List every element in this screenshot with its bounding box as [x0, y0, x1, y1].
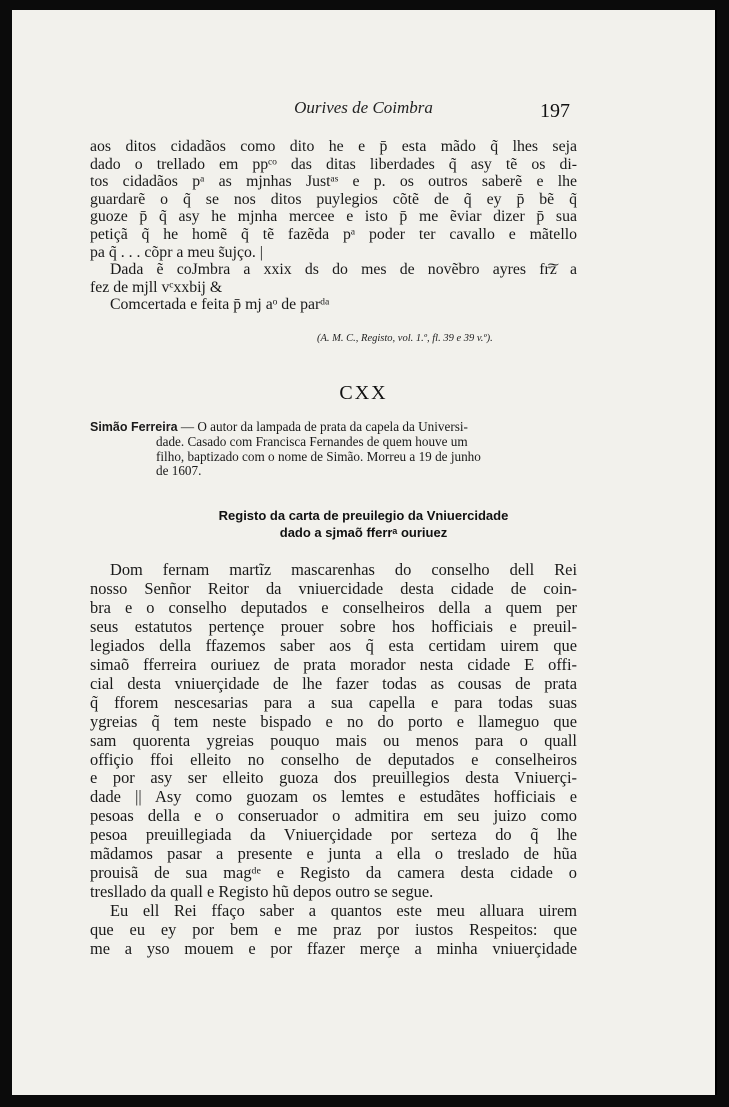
text-line: pesoa preuillegiada da Vniuerçidade por serteza do q̃ lhe [90, 825, 577, 845]
document-title-line-2: dado a sjmaõ fferrᵃ ouriuez [279, 525, 448, 540]
text-line: simaõ fferreira ouriuez de prata morador nesta cidade E offi- [90, 654, 577, 674]
text-line: pesoas della e o conseruador o admitira em seu juizo como [90, 806, 577, 826]
text-line: prouisã de sua magᵈᵉ e Registo da camera desta cidade o [90, 863, 577, 883]
text-line: offiçio ffoi elleito no conselho de deputados e conselheiros [90, 749, 577, 769]
text-line: mãdamos pasar a presente e junta a ella o treslado de hũa [90, 844, 577, 864]
preceding-document-text [90, 138, 577, 314]
text-line: Dada ẽ coJmbra a xxix ds do mes de novẽbro ayres fr͠z a [110, 261, 577, 279]
text-line: e por asy ser elleito guoza dos preuillegios desta Vniuerçi- [90, 768, 577, 788]
document-title [12, 507, 715, 541]
bio-line: filho, baptizado com o nome de Simão. Morreu a 19 de junho [156, 448, 481, 464]
text-line: tresllado da quall e Registo hũ depos outro se segue. [90, 882, 434, 902]
running-title: Ourives de Coimbra [294, 98, 433, 117]
text-line: bra e o conselho deputados e conselheiros della a quem per [90, 597, 577, 617]
bio-name: Simão Ferreira [90, 420, 178, 434]
document-title-line-1: Registo da carta de preuilegio da Vniuercidade [218, 508, 509, 523]
text-line: Dom fernam martĩz mascarenhas do conselho dell Rei [110, 560, 577, 579]
text-line: me a yso mouem e por ffazer merçe a minha vniuerçidade [90, 939, 577, 959]
text-line: seus estatutos pertençe prouer sobre hos hofficiais e preuil- [90, 616, 577, 636]
text-line: Comcertada e feita p̄ mj aᵒ de parᵈᵃ [110, 296, 330, 314]
text-line: guardarẽ o q̃ se nos ditos puylegios cõtẽ de q̃ ey p̄ bẽ q̃ [90, 190, 577, 208]
text-line: guoze p̄ q̃ asy he mjnha mercee e isto p̄ me ẽviar dizer p̄ sua [90, 208, 577, 226]
text-line: nosso Senñor Reitor da vniuercidade desta cidade de coin- [90, 578, 577, 598]
text-line: legiados della ffazemos saber aos q̃ esta certidam uirem que [90, 635, 577, 655]
section-number: CXX [339, 382, 388, 404]
bio-line: de 1607. [156, 463, 202, 479]
book-page [12, 10, 717, 1095]
text-line: dade || Asy como guozam os lemtes e estudãtes hofficiais e [90, 787, 577, 807]
document-body-text [90, 561, 577, 959]
text-line: ygreias q̃ tem neste bispado e no do porto e llameguo que [90, 711, 577, 731]
text-line: que eu ey por bem e me praz por iustos Respeitos: que [90, 920, 577, 940]
text-line: tos cidadãos pᵃ as mjnhas Justᵃˢ e p. os outros saberẽ e lhe [90, 173, 577, 191]
biographical-note [90, 420, 577, 479]
page-number: 197 [540, 100, 570, 122]
text-line: q̃ fforem nescesarias para a sua capella e para todas suas [90, 692, 577, 712]
text-line: dado o trellado em ppᶜᵒ das ditas liberdades q̃ asy tẽ os di- [90, 155, 577, 173]
source-citation: (A. M. C., Registo, vol. 1.º, fl. 39 e 39 v.º). [317, 333, 493, 344]
text-line: sam quorenta ygreias pouquo mais ou menos para o quall [90, 730, 577, 750]
text-line: petiçã q̃ he homẽ q̃ tẽ fazẽda pᵃ poder ter cavallo e mãtello [90, 225, 577, 243]
bio-line: dade. Casado com Francisca Fernandes de quem houve um [156, 433, 468, 449]
text-line: fez de mjll vᶜxxbij & [90, 278, 223, 296]
text-line: cial desta vniuerçidade de lhe fazer todas as cousas de prata [90, 673, 577, 693]
text-line: aos ditos cidadãos como dito he e p̄ esta mãdo q̃ lhes seja [90, 138, 577, 155]
text-line: Eu ell Rei ffaço saber a quantos este meu alluara uirem [110, 901, 577, 921]
page-header [12, 98, 715, 122]
text-line: pa q̃ . . . cõpr a meu s̃ujço. | [90, 243, 263, 261]
bio-text: — O autor da lampada de prata da capela da Universi- [177, 419, 468, 434]
